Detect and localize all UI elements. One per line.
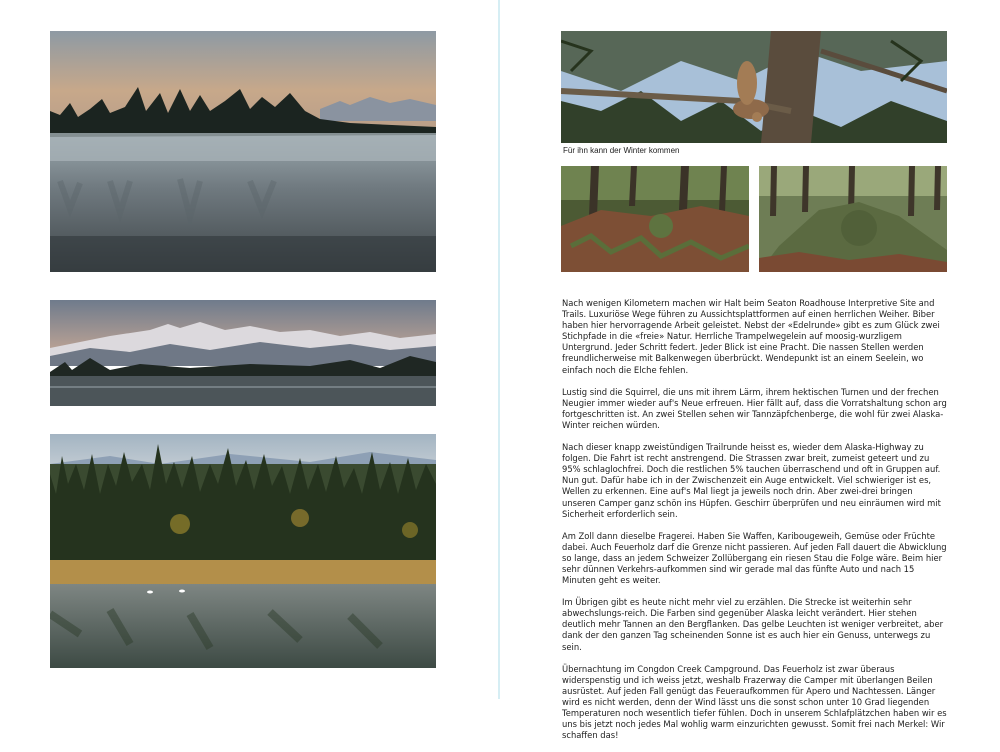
photo-caption: Für ihn kann der Winter kommen [563, 146, 680, 155]
mountain-range-photo [50, 300, 436, 406]
article-body [562, 298, 948, 752]
paragraph: Nach wenigen Kilometern machen wir Halt beim Seaton Roadhouse Interpretive Site and Trails. Luxuriöse Wege führen zu Aussichtsplattformen auf einen herrlichen Weiher. Biber haben hier hervorragende Arbeit geleistet. Nebst der «Edelrunde» gibt es zum Glück zwei Stichpfade in die «freie» Natur. Herrliche Trampelwegelein auf moosig-wurzligem Untergrund. Jeder Schritt federt. Jeder Blick ist eine Pracht. Die nassen Stellen werden freundlicherweise mit Balkenwegen überbrückt. Wendepunkt ist an einem Seelein, wo einfach noch die Elche fehlen. [562, 298, 940, 375]
spruce-forest-lake-photo [50, 434, 436, 668]
paragraph: Nach dieser knapp zweistündigen Trailrunde heisst es, wieder dem Alaska-Highway zu folgen. Die Fahrt ist recht anstrengend. Die Strassen zwar breit, zumeist geteert und zu 95% schlaglochfrei. Doch die restlichen 5% tauchen überraschend und oft in Gruppen auf. Nun gut. Dafür habe ich in der Zwischenzeit ein Auge entwickelt. Viel schwieriger ist es, Wellen zu erkennen. Eine auf's Mal liegt ja jeweils noch drin. Aber zwei-drei bringen unseren Camper ganz schön ins Hüpfen. Geschirr überprüfen und neu einräumen wird mit Sicherheit erforderlich sein. [562, 442, 941, 519]
paragraph: Im Übrigen gibt es heute nicht mehr viel zu erzählen. Die Strecke ist weiterhin sehr abwechslungs-reich. Die Farben sind gegenüber Alaska leicht verändert. Hier stehen deutlich mehr Tannen an den Bergflanken. Das gelbe Leuchten ist weniger verbreitet, aber dank der den ganzen Tag scheinenden Sonne ist es auch hier ein Genuss, unterwegs zu sein. [562, 597, 944, 652]
paragraph: Am Zoll dann dieselbe Fragerei. Haben Sie Waffen, Karibougeweih, Gemüse oder Früchte dabei. Auch Feuerholz darf die Grenze nicht passieren. Auf jeden Fall dauert die Abwicklung so lange, dass an jedem Schweizer Zollübergang ein riesen Stau die Folge wäre. Beim hier sehr dünnen Verkehrs-aufkommen sind wir gerade mal das fünfte Auto und nach 15 Minuten geht es weiter. [562, 530, 947, 586]
squirrel-photo [561, 31, 947, 143]
misty-lake-photo [50, 31, 436, 272]
cone-midden-photo-1 [561, 166, 749, 272]
paragraph: Lustig sind die Squirrel, die uns mit ihrem Lärm, ihrem hektischen Turnen und der frechen Neugier immer wieder auf's Neue erfreuen. Hier fällt auf, dass die Vorratshaltung schon arg fortgeschritten ist. An zwei Stellen sehen wir Tannzäpfchenberge, die wohl für zwei Alaska-Winter reichen würden. [562, 386, 947, 430]
cone-midden-photo-2 [759, 166, 947, 272]
paragraph: Übernachtung im Congdon Creek Campground. Das Feuerholz ist zwar überaus widerspenstig und ich weiss jetzt, weshalb Frazerway die Camper mit überlangen Beilen ausrüstet. Auf jeden Fall genügt das Feueraufkommen für Apero und Nachtessen. Länger wird es nicht werden, denn der Wind lässt uns die sonst schon unter 10 Grad liegenden Temperaturen noch wesentlich tiefer fühlen. Doch in unserem Schlafplätzchen haben wir es uns bis jetzt noch jedes Mal wohlig warm einzurichten gewusst. Somit frei nach Merkel: Wir schaffen das! [562, 663, 947, 741]
